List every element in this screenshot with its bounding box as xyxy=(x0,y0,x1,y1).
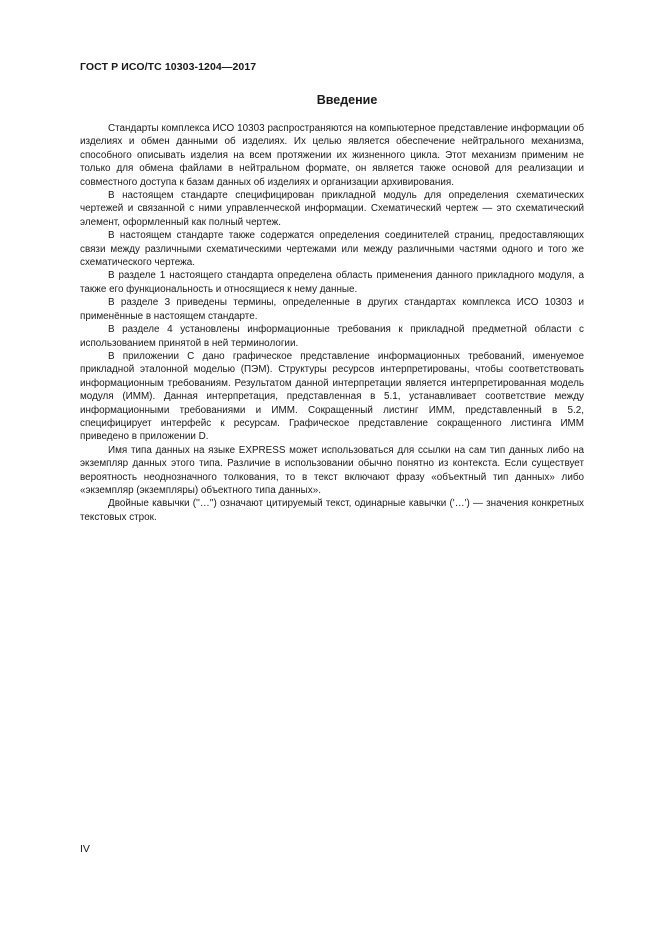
paragraph: В настоящем стандарте специфицирован прикладной модуль для определения схематических чертежей и связанной с ними управленческой информации. Схематический чертеж — это схематический элемент, оформленный как полный чертеж. xyxy=(80,190,584,228)
page-number: IV xyxy=(80,843,90,855)
paragraph: Двойные кавычки (''…'') означают цитируемый текст, одинарные кавычки ('…') — значения конкретных текстовых строк. xyxy=(80,498,584,523)
paragraph: Стандарты комплекса ИСО 10303 распространяются на компьютерное представление информации об изделиях и обмен данными об изделиях. Их целью является обеспечение нейтрального механизма, способного описывать изделия на всем протяжении их жизненного цикла. Этот механизм применим не только для обмена файлами в нейтральном формате, он является также основой для реализации и совместного доступа к базам данных об изделиях и организации архивирования. xyxy=(80,123,584,188)
document-header: ГОСТ Р ИСО/ТС 10303-1204—2017 xyxy=(80,61,257,73)
section-title: Введение xyxy=(316,93,378,107)
document-body xyxy=(80,122,584,524)
paragraph: В разделе 3 приведены термины, определенные в других стандартах комплекса ИСО 10303 и применённые в настоящем стандарте. xyxy=(80,297,584,322)
paragraph: В настоящем стандарте также содержатся определения соединителей страниц, предоставляющих связи между различными схематическими чертежами или между различными частями одного и того же схематического чертежа. xyxy=(80,230,584,269)
paragraph: Имя типа данных на языке EXPRESS может использоваться для ссылки на сам тип данных либо на экземпляр данных этого типа. Различие в использовании обычно понятно из контекста. Если существует вероятность неоднозначного толкования, то в текст включают фразу «объектный тип данных» либо «экземпляр (экземпляры) объектного типа данных». xyxy=(80,444,584,496)
paragraph: В приложении С дано графическое представление информационных требований, именуемое прикладной эталонной моделью (ПЭМ). Структуры ресурсов интерпретированы, чтобы соответствовать информационным требованиям. Результатом данной интерпретации является интерпретированная модель модуля (ИММ). Данная интерпретация, представленная в 5.1, устанавливает соответствие между информационными требованиями и ИММ. Сокращенный листинг ИММ, представленный в 5.2, специфицирует интерфейс к ресурсам. Графическое представление сокращенного листинга ИММ приведено в приложении D. xyxy=(80,350,584,443)
paragraph: В разделе 4 установлены информационные требования к прикладной предметной области с использованием принятой в ней терминологии. xyxy=(80,324,584,349)
paragraph: В разделе 1 настоящего стандарта определена область применения данного прикладного модуля, а также его функциональность и относящиеся к нему данные. xyxy=(80,270,584,295)
